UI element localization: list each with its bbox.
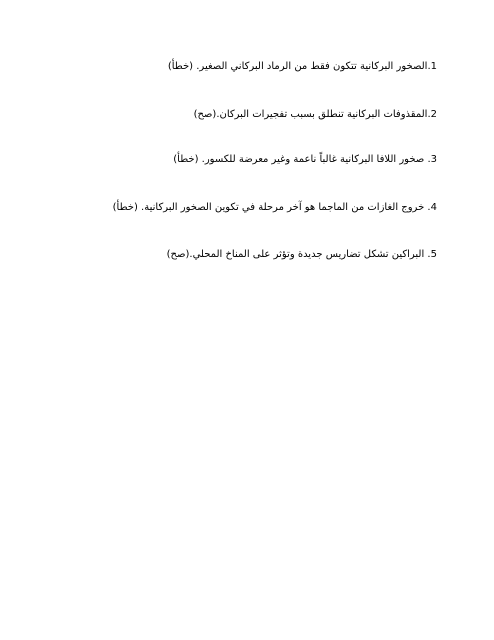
statement-2: 2.المقذوفات البركانية تنطلق بسبب تفجيرات البركان.(صح) [193, 109, 437, 120]
statement-1: 1.الصخور البركانية تتكون فقط من الرماد البركاني الصغير. (خطأ) [167, 61, 437, 72]
statement-3: 3. صخور اللافا البركانية غالباً ناعمة وغير معرضة للكسور. (خطأ) [173, 154, 437, 165]
statement-5: 5. البراكين تشكل تضاريس جديدة وتؤثر على المناخ المحلي.(صح) [166, 249, 437, 260]
statement-4: 4. خروج الغازات من الماجما هو آخر مرحلة في تكوين الصخور البركانية. (خطأ) [112, 202, 437, 213]
